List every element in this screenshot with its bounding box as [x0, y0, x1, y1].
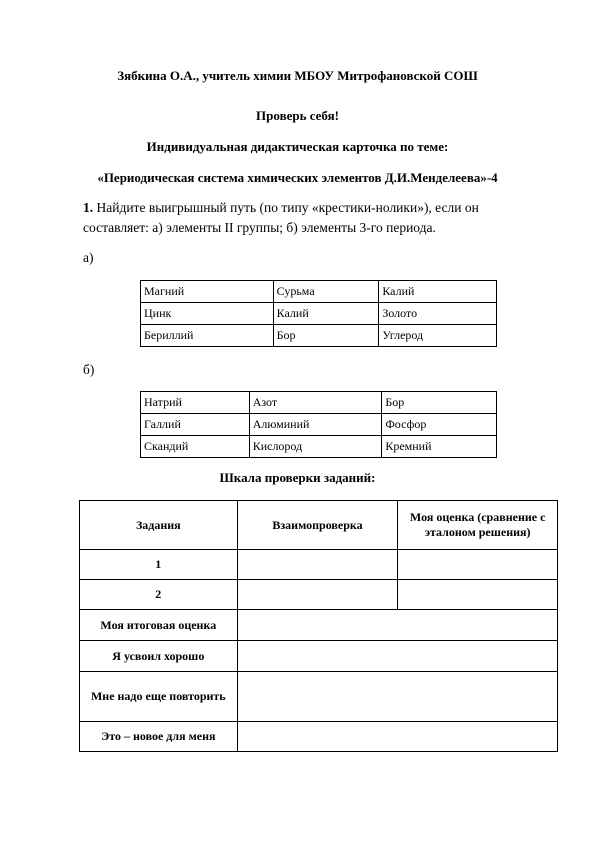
peer-review-cell[interactable] [237, 580, 398, 610]
new-for-me-cell[interactable] [237, 722, 557, 752]
peer-review-cell[interactable] [237, 550, 398, 580]
task-2-cell: 2 [80, 580, 238, 610]
topic-heading: «Периодическая система химических элементов Д.И.Менделеева»-4 [97, 170, 498, 185]
tic-tac-toe-grid-a [140, 280, 497, 347]
grid-row [141, 303, 497, 325]
grid-cell[interactable]: Натрий [141, 392, 250, 414]
grid-row [141, 436, 497, 458]
task-instruction: Найдите выигрышный путь (по типу «крестики-нолики»), если он составляет: а) элементы II группы; б) элементы 3-го периода. [83, 200, 479, 235]
table-row [80, 641, 558, 672]
grid-cell[interactable]: Золото [379, 303, 497, 325]
tic-tac-toe-grid-b [140, 391, 497, 458]
grid-row [141, 325, 497, 347]
grid-cell[interactable]: Галлий [141, 414, 250, 436]
grid-cell[interactable]: Алюминий [249, 414, 382, 436]
assessment-table [79, 500, 558, 752]
grid-row [141, 281, 497, 303]
task-1-cell: 1 [80, 550, 238, 580]
table-row [80, 722, 558, 752]
scale-title: Шкала проверки заданий: [219, 470, 376, 485]
part-b-label: б) [83, 362, 95, 377]
table-row [80, 672, 558, 722]
card-heading: Индивидуальная дидактическая карточка по теме: [146, 139, 449, 154]
header-tasks: Задания [80, 501, 238, 550]
part-a-label: а) [83, 250, 94, 265]
grid-row [141, 414, 497, 436]
grid-cell[interactable]: Фосфор [382, 414, 497, 436]
grid-cell[interactable]: Бор [273, 325, 379, 347]
grid-cell[interactable]: Магний [141, 281, 274, 303]
task-1-text [83, 198, 523, 238]
new-for-me-label: Это – новое для меня [80, 722, 238, 752]
table-row [80, 580, 558, 610]
grid-cell[interactable]: Калий [379, 281, 497, 303]
table-header-row [80, 501, 558, 550]
final-grade-cell[interactable] [237, 610, 557, 641]
grid-cell[interactable]: Азот [249, 392, 382, 414]
need-repeat-label: Мне надо еще повторить [80, 672, 238, 722]
header-self-grade: Моя оценка (сравнение с эталоном решения) [398, 501, 558, 550]
table-row [80, 550, 558, 580]
header-peer-review: Взаимопроверка [237, 501, 398, 550]
grid-cell[interactable]: Сурьма [273, 281, 379, 303]
learned-well-label: Я усвоил хорошо [80, 641, 238, 672]
task-number: 1. [83, 200, 94, 215]
need-repeat-cell[interactable] [237, 672, 557, 722]
author-line: Зябкина О.А., учитель химии МБОУ Митрофановской СОШ [117, 68, 478, 83]
grid-cell[interactable]: Кремний [382, 436, 497, 458]
grid-cell[interactable]: Скандий [141, 436, 250, 458]
check-heading: Проверь себя! [256, 108, 339, 123]
self-grade-cell[interactable] [398, 580, 558, 610]
final-grade-label: Моя итоговая оценка [80, 610, 238, 641]
grid-cell[interactable]: Бериллий [141, 325, 274, 347]
grid-cell[interactable]: Бор [382, 392, 497, 414]
grid-cell[interactable]: Кислород [249, 436, 382, 458]
table-row [80, 610, 558, 641]
learned-well-cell[interactable] [237, 641, 557, 672]
grid-row [141, 392, 497, 414]
grid-cell[interactable]: Цинк [141, 303, 274, 325]
grid-cell[interactable]: Калий [273, 303, 379, 325]
self-grade-cell[interactable] [398, 550, 558, 580]
grid-cell[interactable]: Углерод [379, 325, 497, 347]
